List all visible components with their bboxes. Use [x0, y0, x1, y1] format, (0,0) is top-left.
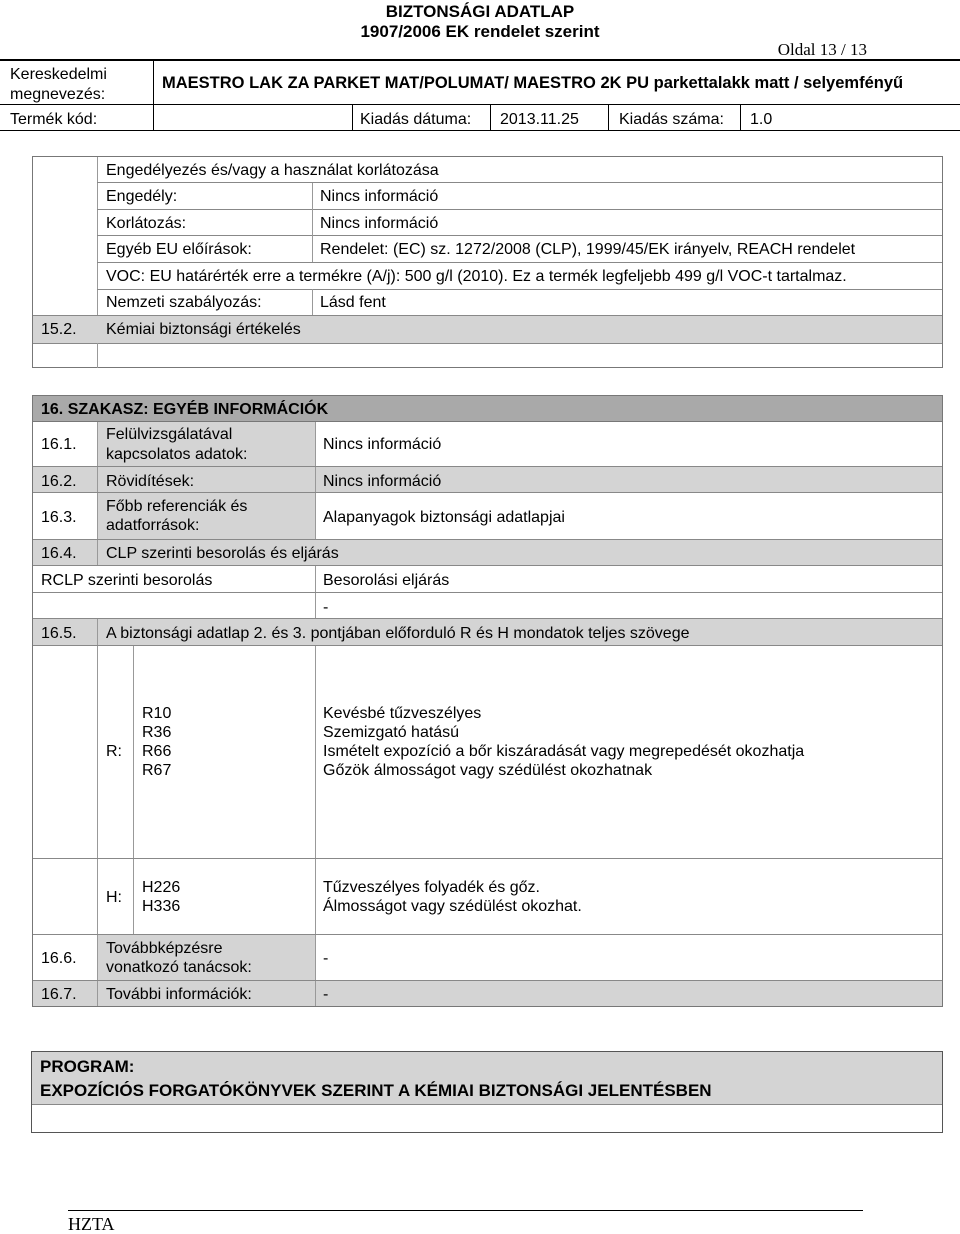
table-vline [97, 859, 98, 934]
r-text: Ismételt expozíció a bőr kiszáradását vagy megrepedését okozhatja [323, 743, 805, 760]
header-divider [0, 59, 960, 61]
s16-3-label-line2: adatforrások: [106, 517, 200, 534]
procedure-value: - [323, 599, 329, 616]
s16-1-label-line1: Felülvizsgálatával [106, 426, 233, 443]
row-divider [97, 289, 942, 290]
national-regulation-label: Nemzeti szabályozás: [106, 294, 262, 311]
row-divider [33, 565, 942, 566]
table-vline [315, 935, 316, 980]
restriction-label: Korlátozás: [106, 215, 187, 232]
r-code: R36 [142, 724, 172, 741]
s16-6-number: 16.6. [41, 950, 77, 967]
table-vline [312, 183, 313, 262]
header-vline [153, 60, 154, 130]
h-text: Álmosságot vagy szédülést okozhat. [323, 898, 582, 915]
header-vline [352, 104, 353, 130]
table-vline [315, 467, 316, 492]
r-code: R67 [142, 762, 172, 779]
s16-3-label-line1: Főbb referenciák és [106, 498, 248, 515]
r-text: Gőzök álmosságot vagy szédülést okozhatnak [323, 762, 653, 779]
s16-7-number: 16.7. [41, 986, 77, 1003]
s16-2-value: Nincs információ [323, 473, 442, 490]
table-vline [133, 646, 134, 934]
row-divider [33, 592, 942, 593]
table-vline [97, 646, 98, 858]
s16-6-label-line1: Továbbképzésre [106, 940, 223, 957]
h-code: H336 [142, 898, 181, 915]
footer-author: HZTA [68, 1214, 115, 1234]
table-vline [97, 467, 98, 492]
table-vline [315, 646, 316, 934]
table-vline [97, 493, 98, 539]
row-divider [33, 858, 942, 859]
h-phrases-label: H: [106, 889, 122, 906]
s16-4-label: CLP szerinti besorolás és eljárás [106, 545, 339, 562]
program-title: PROGRAM: [40, 1057, 135, 1076]
s16-3-value: Alapanyagok biztonsági adatlapjai [323, 509, 565, 526]
restriction-value: Nincs információ [320, 215, 439, 232]
row-divider [97, 209, 942, 210]
r-text: Szemizgató hatású [323, 724, 460, 741]
s16-1-number: 16.1. [41, 436, 77, 453]
row-divider [97, 182, 942, 183]
document-title: BIZTONSÁGI ADATLAP [385, 2, 575, 21]
table-vline [97, 157, 98, 315]
table-vline [315, 981, 316, 1006]
row-divider [33, 645, 942, 646]
csa-number: 15.2. [41, 321, 77, 338]
s16-6-value: - [323, 950, 329, 967]
page-number: Oldal 13 / 13 [777, 40, 867, 59]
table-vline [97, 422, 98, 466]
issue-date-label: Kiadás dátuma: [360, 111, 472, 128]
s16-4-number: 16.4. [41, 545, 77, 562]
table-vline [97, 619, 98, 645]
table-vline [97, 935, 98, 980]
issue-date: 2013.11.25 [500, 111, 579, 128]
s16-5-number: 16.5. [41, 625, 77, 642]
r-code: R66 [142, 743, 172, 760]
row-divider [97, 262, 942, 263]
permit-value: Nincs információ [320, 188, 439, 205]
table-vline [97, 343, 98, 368]
footer-divider [68, 1210, 863, 1211]
s16-7-label: További információk: [106, 986, 252, 1003]
header-bottom-line [0, 130, 960, 131]
table-vline [97, 981, 98, 1006]
voc-text: VOC: EU határérték erre a termékre (A/j): 500 g/l (2010). Ez a termék legfeljebb 499 g/l VOC-t tartalmaz. [106, 268, 847, 285]
header-vline [608, 104, 609, 130]
eu-regulations-value: Rendelet: (EC) sz. 1272/2008 (CLP), 1999/45/EK irányelv, REACH rendelet [320, 241, 856, 258]
r-phrases-label: R: [106, 743, 122, 760]
product-code-label: Termék kód: [10, 111, 98, 128]
s16-1-value: Nincs információ [323, 436, 442, 453]
table-vline [312, 289, 313, 315]
row-divider [97, 235, 942, 236]
eu-regulations-label: Egyéb EU előírások: [106, 241, 252, 258]
trade-name-label-line1: Kereskedelmi [10, 66, 107, 83]
procedure-label: Besorolási eljárás [323, 572, 450, 589]
r-text: Kevésbé tűzveszélyes [323, 705, 482, 722]
rclp-label: RCLP szerinti besorolás [41, 572, 213, 589]
header-vline [740, 104, 741, 130]
table-vline [315, 422, 316, 466]
national-regulation-value: Lásd fent [320, 294, 386, 311]
issue-no: 1.0 [750, 111, 773, 128]
s16-7-value: - [323, 986, 329, 1003]
permit-label: Engedély: [106, 188, 178, 205]
table-vline [97, 540, 98, 565]
regulation-subtitle: 1907/2006 EK rendelet szerint [360, 22, 600, 41]
header-row-divider [0, 104, 960, 105]
trade-name-label-line2: megnevezés: [10, 86, 106, 103]
trade-name: MAESTRO LAK ZA PARKET MAT/POLUMAT/ MAESTRO 2K PU parkettalakk matt / selyemfényű [162, 74, 904, 92]
s16-1-label-line2: kapcsolatos adatok: [106, 446, 248, 463]
csa-label: Kémiai biztonsági értékelés [106, 321, 301, 338]
issue-no-label: Kiadás száma: [619, 111, 724, 128]
s16-3-number: 16.3. [41, 509, 77, 526]
r-code: R10 [142, 705, 172, 722]
table-vline [315, 493, 316, 539]
program-subtitle: EXPOZÍCIÓS FORGATÓKÖNYVEK SZERINT A KÉMIAI BIZTONSÁGI JELENTÉSBEN [40, 1081, 712, 1100]
s16-2-label: Rövidítések: [106, 473, 195, 490]
h-code: H226 [142, 879, 181, 896]
header-vline [490, 104, 491, 130]
section16-title: 16. SZAKASZ: EGYÉB INFORMÁCIÓK [41, 401, 329, 418]
restriction-title: Engedélyezés és/vagy a használat korlátozása [106, 162, 439, 179]
s16-5-label: A biztonsági adatlap 2. és 3. pontjában előforduló R és H mondatok teljes szövege [106, 625, 690, 642]
s16-2-number: 16.2. [41, 473, 77, 490]
s16-6-label-line2: vonatkozó tanácsok: [106, 959, 252, 976]
h-text: Tűzveszélyes folyadék és gőz. [323, 879, 540, 896]
